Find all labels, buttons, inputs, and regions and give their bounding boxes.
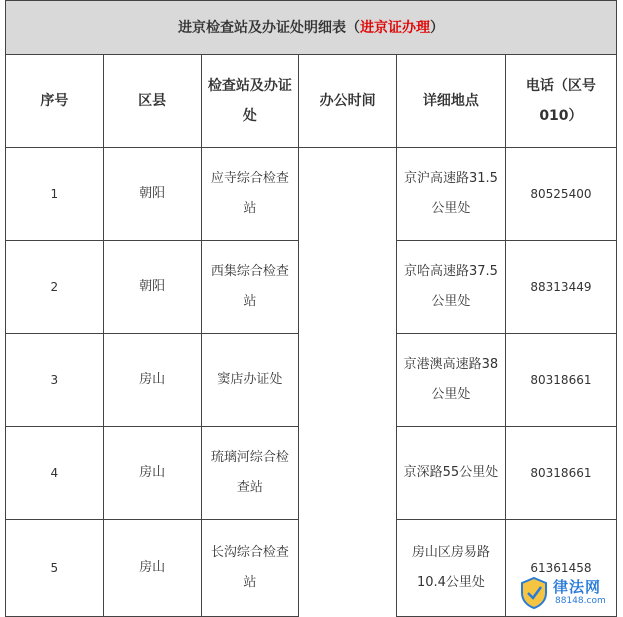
cell-address: 京港澳高速路38公里处: [397, 334, 506, 427]
cell-district: 房山: [103, 520, 201, 617]
cell-no: 4: [6, 427, 104, 520]
cell-no: 2: [6, 241, 104, 334]
cell-station: 琉璃河综合检查站: [201, 427, 299, 520]
cell-no: 1: [6, 148, 104, 241]
table-title-row: [6, 1, 617, 55]
header-district: 区县: [103, 55, 201, 148]
cell-no: 3: [6, 334, 104, 427]
cell-hours: [299, 148, 397, 617]
table-row: [6, 148, 617, 241]
header-station: 检查站及办证处: [201, 55, 299, 148]
table-title: [6, 1, 617, 55]
cell-district: 房山: [103, 334, 201, 427]
cell-station: 应寺综合检查站: [201, 148, 299, 241]
cell-address: 京深路55公里处: [397, 427, 506, 520]
watermark-logo: [519, 576, 619, 610]
cell-station: 长沟综合检查站: [201, 520, 299, 617]
cell-address: 京哈高速路37.5公里处: [397, 241, 506, 334]
cell-phone: 61361458: [505, 520, 616, 617]
cell-district: 朝阳: [103, 148, 201, 241]
cell-district: 朝阳: [103, 241, 201, 334]
watermark-name: 律法网: [553, 578, 602, 596]
cell-phone: 88313449: [505, 241, 616, 334]
cell-station: 窦店办证处: [201, 334, 299, 427]
cell-address: 房山区房易路10.4公里处: [397, 520, 506, 617]
cell-district: 房山: [103, 427, 201, 520]
cell-phone: 80525400: [505, 148, 616, 241]
checkpoint-table: [5, 0, 617, 617]
table-title-highlight: 进京证办理: [360, 19, 430, 36]
header-phone: 电话（区号010）: [505, 55, 616, 148]
cell-no: 5: [6, 520, 104, 617]
watermark-sub: 88148.com: [555, 596, 606, 606]
cell-address: 京沪高速路31.5公里处: [397, 148, 506, 241]
table-title-end: ）: [430, 19, 444, 36]
table-title-main: 进京检查站及办证处明细表（: [178, 19, 360, 36]
cell-phone: 80318661: [505, 427, 616, 520]
shield-icon: [519, 576, 549, 610]
cell-station: 西集综合检查站: [201, 241, 299, 334]
table-header-row: [6, 55, 617, 148]
header-hours: 办公时间: [299, 55, 397, 148]
cell-phone: 80318661: [505, 334, 616, 427]
header-no: 序号: [6, 55, 104, 148]
header-address: 详细地点: [397, 55, 506, 148]
